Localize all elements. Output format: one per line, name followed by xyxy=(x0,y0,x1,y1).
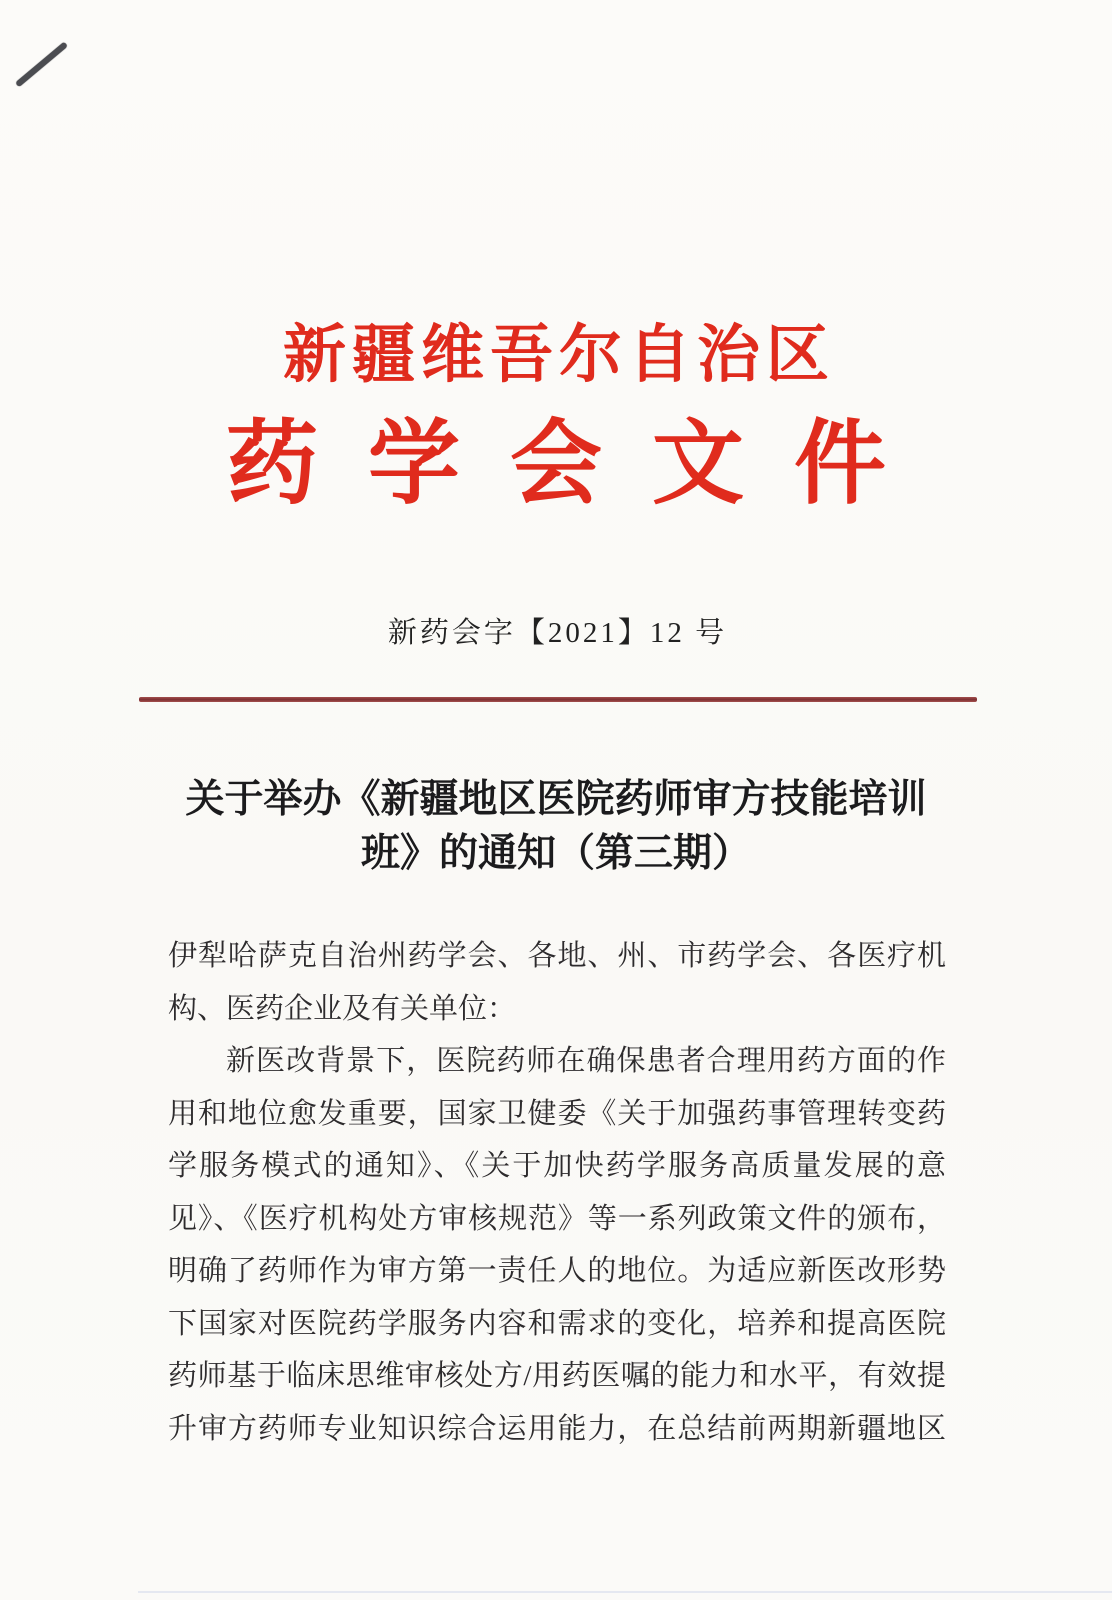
doc-number: 新药会字【2021】12 号 xyxy=(387,617,728,649)
doc-title-line: 班》的通知（第三期） xyxy=(360,832,751,875)
pen-stroke-mark xyxy=(15,42,68,88)
body-line: 用和地位愈发重要，国家卫健委《关于加强药事管理转变药 xyxy=(168,1097,946,1130)
body-line: 见》、《医疗机构处方审核规范》等一系列政策文件的颁布， xyxy=(168,1202,946,1235)
salutation-line: 构、医药企业及有关单位： xyxy=(168,992,517,1025)
doc-title-line: 关于举办《新疆地区医院药师审方技能培训 xyxy=(185,778,927,821)
body-line: 下国家对医院药学服务内容和需求的变化，培养和提高医院 xyxy=(168,1307,946,1340)
body-line: 药师基于临床思维审核处方/用药医嘱的能力和水平，有效提 xyxy=(168,1360,946,1392)
page-scan-edge xyxy=(138,1591,1112,1593)
org-name: 新疆维吾尔自治区 xyxy=(283,320,835,390)
doc-type-label: 药学会文件 xyxy=(225,413,936,515)
red-letterhead xyxy=(0,322,1112,514)
body-line: 新医改背景下，医院药师在确保患者合理用药方面的作 xyxy=(226,1045,946,1077)
doc-body xyxy=(168,930,946,1455)
body-line: 升审方药师专业知识综合运用能力，在总结前两期新疆地区 xyxy=(168,1412,946,1445)
body-line: 明确了药师作为审方第一责任人的地位。为适应新医改形势 xyxy=(168,1255,946,1287)
doc-title xyxy=(0,773,1112,881)
salutation-line: 伊犁哈萨克自治州药学会、各地、州、市药学会、各医疗机 xyxy=(168,940,946,972)
divider-rule xyxy=(139,697,977,702)
body-line: 学服务模式的通知》、《关于加快药学服务高质量发展的意 xyxy=(168,1150,946,1182)
